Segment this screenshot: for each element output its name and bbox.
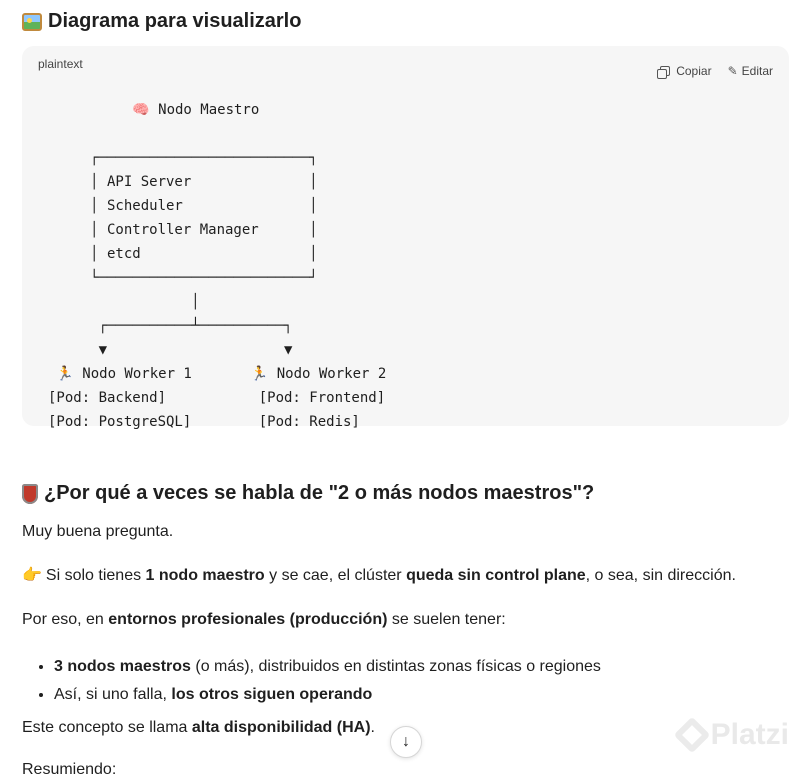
platzi-logo-icon (673, 717, 710, 754)
paragraph-intro: Muy buena pregunta. (22, 523, 174, 540)
bullet-list (22, 653, 601, 709)
arrow-down-icon: ↓ (402, 733, 410, 750)
edit-button[interactable] (728, 64, 773, 78)
paragraph-production: Por eso, en entornos profesionales (producción) se suelen tener: (22, 611, 506, 628)
list-item: • 3 nodos maestros (o más), distribuidos en distintas zonas físicas o regiones (54, 653, 601, 681)
copy-icon (660, 66, 670, 76)
code-block (22, 46, 789, 430)
code-actions (660, 64, 773, 78)
code-language-label: plaintext (38, 57, 83, 71)
code-content: 🧠 Nodo Maestro ┌─────────────────────────┐ │ API Server │ │ Scheduler │ │ Controller Manager │ │ etcd │ └─────────────────────────┘ │ ┌──────────┴──────────┐ ▼ ▼ 🏃 Nodo Worker 1 🏃 Nodo Worker 2 [Pod: Backend] [Pod: Frontend] [Pod: PostgreSQL] [Pod: Redis] (48, 102, 387, 430)
question-heading (22, 482, 594, 505)
platzi-wordmark: Platzi (710, 718, 789, 751)
list-item: • Así, si uno falla, los otros siguen operando (54, 681, 601, 709)
shield-icon (22, 484, 38, 504)
question-heading-text: ¿Por qué a veces se habla de "2 o más nodos maestros"? (44, 482, 595, 504)
section-title-text: Diagrama para visualizarlo (48, 10, 302, 32)
copy-button[interactable] (660, 64, 711, 78)
platzi-watermark (679, 718, 789, 752)
pencil-icon: ✎ (727, 64, 738, 78)
paragraph-ha: Este concepto se llama alta disponibilidad (HA). (22, 719, 375, 736)
paragraph-summary: Resumiendo: (22, 761, 117, 778)
pointing-hand-icon: 👉 (22, 567, 42, 584)
copy-label: Copiar (676, 64, 712, 78)
section-title (22, 10, 301, 33)
scroll-down-button[interactable] (390, 726, 422, 758)
paragraph-single-master: 👉 Si solo tienes 1 nodo maestro y se cae, el clúster queda sin control plane, o sea, sin dirección. (22, 567, 736, 584)
framed-picture-icon (22, 13, 42, 31)
edit-label: Editar (741, 64, 773, 78)
